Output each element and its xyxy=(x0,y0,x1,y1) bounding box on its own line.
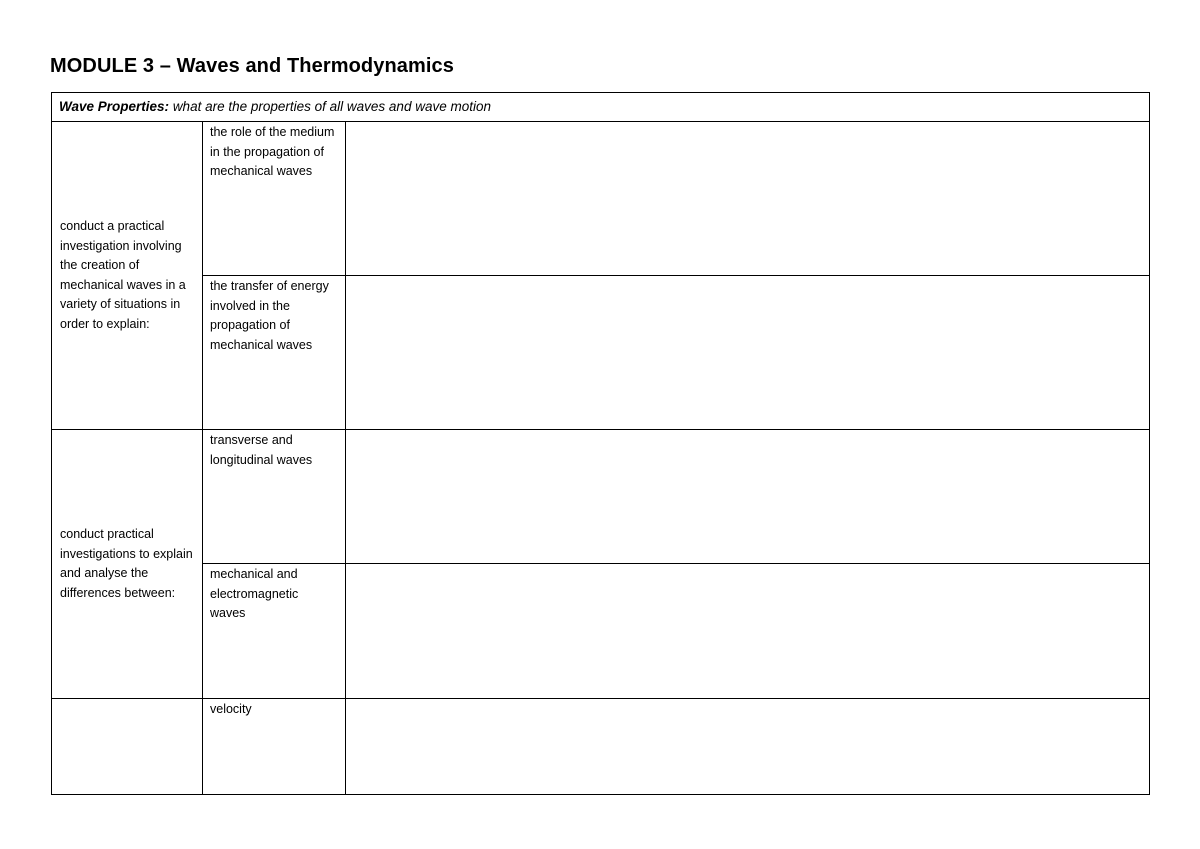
header-question: what are the properties of all waves and wave motion xyxy=(172,99,491,114)
notes-cell[interactable] xyxy=(346,122,1150,276)
notes-cell[interactable] xyxy=(346,564,1150,699)
table-row xyxy=(52,276,1150,430)
lead-cell: conduct a practical investigation involving the creation of mechanical waves in a variety of situations in order to explain: xyxy=(52,122,203,430)
page-title: MODULE 3 – Waves and Thermodynamics xyxy=(50,55,454,77)
lead-cell xyxy=(52,699,203,795)
lead-cell: conduct practical investigations to explain and analyse the differences between: xyxy=(52,430,203,699)
table-row xyxy=(52,430,1150,564)
table-row xyxy=(52,699,1150,795)
table-header-row xyxy=(52,93,1150,122)
notes-cell[interactable] xyxy=(346,430,1150,564)
topic-cell: mechanical and electromagnetic waves xyxy=(203,564,346,699)
table-row xyxy=(52,122,1150,276)
topic-cell: the transfer of energy involved in the propagation of mechanical waves xyxy=(203,276,346,430)
header-label: Wave Properties: xyxy=(59,99,170,114)
topic-cell: the role of the medium in the propagation of mechanical waves xyxy=(203,122,346,276)
topic-cell: velocity xyxy=(203,699,346,795)
syllabus-table xyxy=(51,92,1150,795)
table-row xyxy=(52,564,1150,699)
notes-cell[interactable] xyxy=(346,276,1150,430)
table-header-cell xyxy=(52,93,1150,122)
topic-cell: transverse and longitudinal waves xyxy=(203,430,346,564)
notes-cell[interactable] xyxy=(346,699,1150,795)
